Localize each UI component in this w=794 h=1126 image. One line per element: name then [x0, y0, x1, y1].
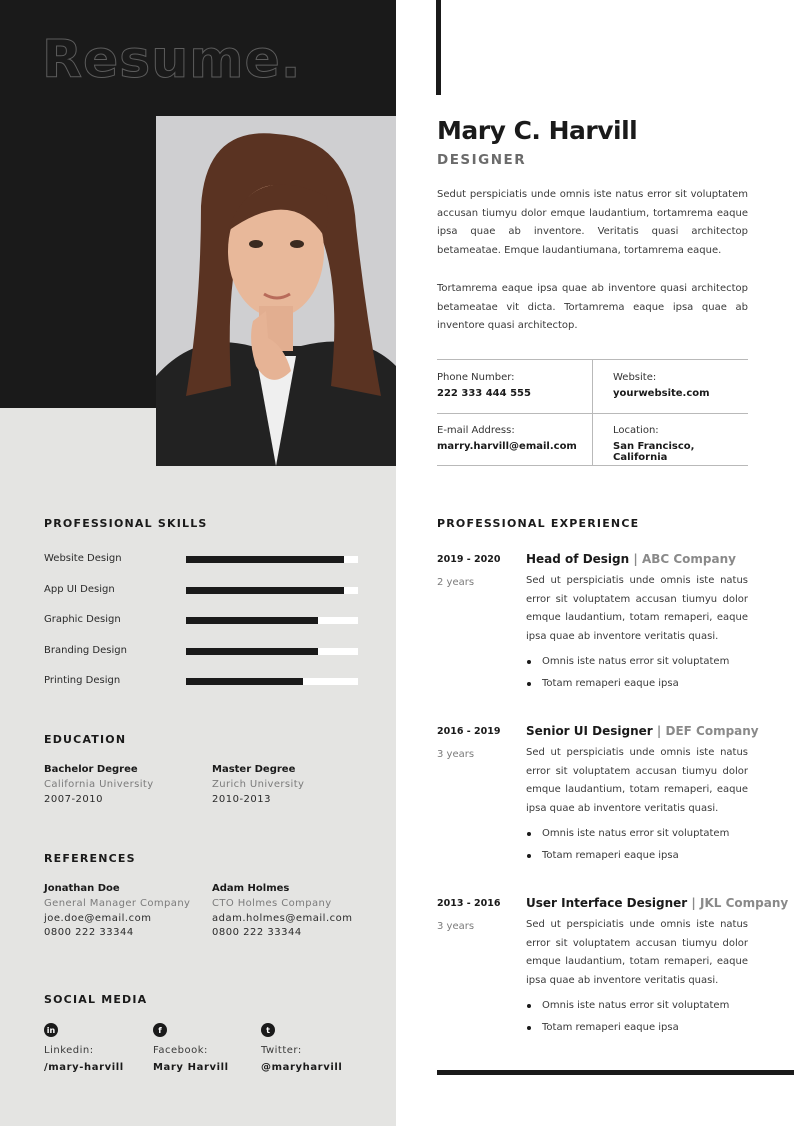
- experience-bullet: Totam remaperi eaque ipsa: [526, 845, 748, 868]
- experience-company: ABC Company: [641, 552, 736, 566]
- experience-bullets: [526, 823, 748, 868]
- summary-paragraph-1: Sedut perspiciatis unde omnis iste natus error sit voluptatem accusan tiumyu dolor emque laudantium, tortamrema eaque ipsa quae ab inventore. Veritatis quasi architectop betameatae. Emque laudantiumana, tortamrema eaque.: [437, 189, 748, 257]
- skill-bar-fill: [186, 648, 318, 655]
- experience-title: Senior UI Designer: [526, 724, 653, 738]
- reference-name: Jonathan Doe: [44, 883, 120, 894]
- social-facebook[interactable]: [153, 1023, 229, 1073]
- skill-label: App UI Design: [44, 584, 115, 595]
- references-heading: REFERENCES: [44, 852, 136, 865]
- social-handle[interactable]: Mary Harvill: [153, 1062, 229, 1073]
- experience-title: Head of Design: [526, 552, 630, 566]
- experience-details: [526, 896, 789, 1040]
- skill-label: Website Design: [44, 553, 122, 564]
- education-heading: EDUCATION: [44, 733, 127, 746]
- experience-title-line: [526, 724, 759, 738]
- experience-bullet: Totam remaperi eaque ipsa: [526, 1017, 748, 1040]
- experience-company: JKL Company: [699, 896, 789, 910]
- contact-phone-label: Phone Number:: [437, 372, 515, 383]
- social-linkedin[interactable]: [44, 1023, 124, 1073]
- contact-website: [613, 372, 710, 399]
- skill-bar-track: [186, 587, 358, 594]
- reference-phone: 0800 222 33344: [212, 927, 302, 938]
- skill-label: Printing Design: [44, 675, 121, 686]
- contact-location-value: San Francisco, California: [613, 441, 695, 463]
- skill-bar-track: [186, 617, 358, 624]
- top-accent-rule: [436, 0, 441, 95]
- candidate-name: Mary C. Harvill: [437, 116, 638, 145]
- social-label: Twitter:: [261, 1045, 302, 1056]
- experience-description: Sed ut perspiciatis unde omnis iste natus error sit voluptatem accusan tiumyu dolor emque laudantium, totam remaperi, eaque ipsa quae ab inventore veritatis quasi.: [526, 747, 748, 815]
- skills-heading: PROFESSIONAL SKILLS: [44, 517, 208, 530]
- experience-title: User Interface Designer: [526, 896, 688, 910]
- reference-email: joe.doe@email.com: [44, 913, 152, 924]
- contact-phone-value: 222 333 444 555: [437, 388, 531, 399]
- experience-bullets: [526, 995, 748, 1040]
- skill-row: [44, 645, 358, 659]
- contact-email-label: E-mail Address:: [437, 425, 515, 436]
- skill-row: [44, 584, 358, 598]
- experience-bullet: Totam remaperi eaque ipsa: [526, 673, 748, 696]
- experience-title-line: [526, 552, 748, 566]
- contact-website-label: Website:: [613, 372, 657, 383]
- experience-duration: 3 years: [437, 921, 475, 932]
- profile-photo: [156, 116, 396, 466]
- experience-bullet: Omnis iste natus error sit voluptatem: [526, 995, 748, 1018]
- experience-title-line: [526, 896, 789, 910]
- experience-separator: |: [691, 896, 696, 910]
- contact-phone: [437, 372, 531, 399]
- experience-bullets: [526, 651, 748, 696]
- social-handle[interactable]: @maryharvill: [261, 1062, 343, 1073]
- reference-email: adam.holmes@email.com: [212, 913, 353, 924]
- experience-duration: 3 years: [437, 749, 475, 760]
- education-entry: [44, 764, 154, 805]
- experience-years: 2019 - 2020: [437, 554, 501, 565]
- skill-row: [44, 675, 358, 689]
- experience-details: [526, 552, 748, 696]
- skill-bar-fill: [186, 617, 318, 624]
- education-years: 2010-2013: [212, 794, 272, 805]
- social-label: Linkedin:: [44, 1045, 94, 1056]
- facebook-icon[interactable]: f: [153, 1023, 167, 1037]
- education-school: Zurich University: [212, 779, 305, 790]
- linkedin-icon[interactable]: in: [44, 1023, 58, 1037]
- social-handle[interactable]: /mary-harvill: [44, 1062, 124, 1073]
- contact-email-value: marry.harvill@email.com: [437, 441, 577, 452]
- reference-entry: [44, 883, 190, 938]
- skill-label: Graphic Design: [44, 614, 121, 625]
- reference-entry: [212, 883, 352, 938]
- skill-bar-fill: [186, 556, 344, 563]
- skill-bar-track: [186, 556, 358, 563]
- experience-separator: |: [633, 552, 638, 566]
- experience-years: 2013 - 2016: [437, 898, 501, 909]
- contact-divider-vertical: [592, 360, 593, 466]
- experience-details: [526, 724, 759, 868]
- social-twitter[interactable]: [261, 1023, 342, 1073]
- experience-bullet: Omnis iste natus error sit voluptatem: [526, 823, 748, 846]
- skill-bar-track: [186, 648, 358, 655]
- resume-title: Resume.: [42, 30, 302, 90]
- education-degree: Bachelor Degree: [44, 764, 138, 775]
- reference-phone: 0800 222 33344: [44, 927, 134, 938]
- skill-bar-fill: [186, 587, 344, 594]
- bottom-accent-rule: [437, 1070, 794, 1075]
- twitter-icon[interactable]: t: [261, 1023, 275, 1037]
- education-years: 2007-2010: [44, 794, 104, 805]
- education-entry: [212, 764, 304, 805]
- experience-years: 2016 - 2019: [437, 726, 501, 737]
- skill-bar-track: [186, 678, 358, 685]
- contact-grid: [437, 359, 748, 466]
- reference-name: Adam Holmes: [212, 883, 290, 894]
- experience-duration: 2 years: [437, 577, 475, 588]
- education-school: California University: [44, 779, 154, 790]
- skill-label: Branding Design: [44, 645, 127, 656]
- social-label: Facebook:: [153, 1045, 208, 1056]
- contact-location-label: Location:: [613, 425, 659, 436]
- experience-company: DEF Company: [665, 724, 759, 738]
- experience-separator: |: [656, 724, 662, 738]
- education-degree: Master Degree: [212, 764, 296, 775]
- reference-title: General Manager Company: [44, 898, 191, 909]
- contact-location: [613, 425, 748, 463]
- skill-bar-fill: [186, 678, 303, 685]
- contact-website-value: yourwebsite.com: [613, 388, 710, 399]
- contact-email: [437, 425, 577, 452]
- skill-row: [44, 553, 358, 567]
- experience-bullet: Omnis iste natus error sit voluptatem: [526, 651, 748, 674]
- candidate-role: DESIGNER: [437, 152, 527, 168]
- reference-title: CTO Holmes Company: [212, 898, 332, 909]
- skill-row: [44, 614, 358, 628]
- experience-description: Sed ut perspiciatis unde omnis iste natus error sit voluptatem accusan tiumyu dolor emque laudantium, totam remaperi, eaque ipsa quae ab inventore veritatis quasi.: [526, 575, 748, 643]
- experience-description: Sed ut perspiciatis unde omnis iste natus error sit voluptatem accusan tiumyu dolor emque laudantium, totam remaperi, eaque ipsa quae ab inventore veritatis quasi.: [526, 919, 748, 987]
- experience-heading: PROFESSIONAL EXPERIENCE: [437, 517, 640, 530]
- summary-paragraph-2: Tortamrema eaque ipsa quae ab inventore quasi architectop betameatae vit dicta. Tortamrema eaque ipsa quae ab inventore quasi architectop.: [437, 283, 748, 332]
- social-heading: SOCIAL MEDIA: [44, 993, 148, 1006]
